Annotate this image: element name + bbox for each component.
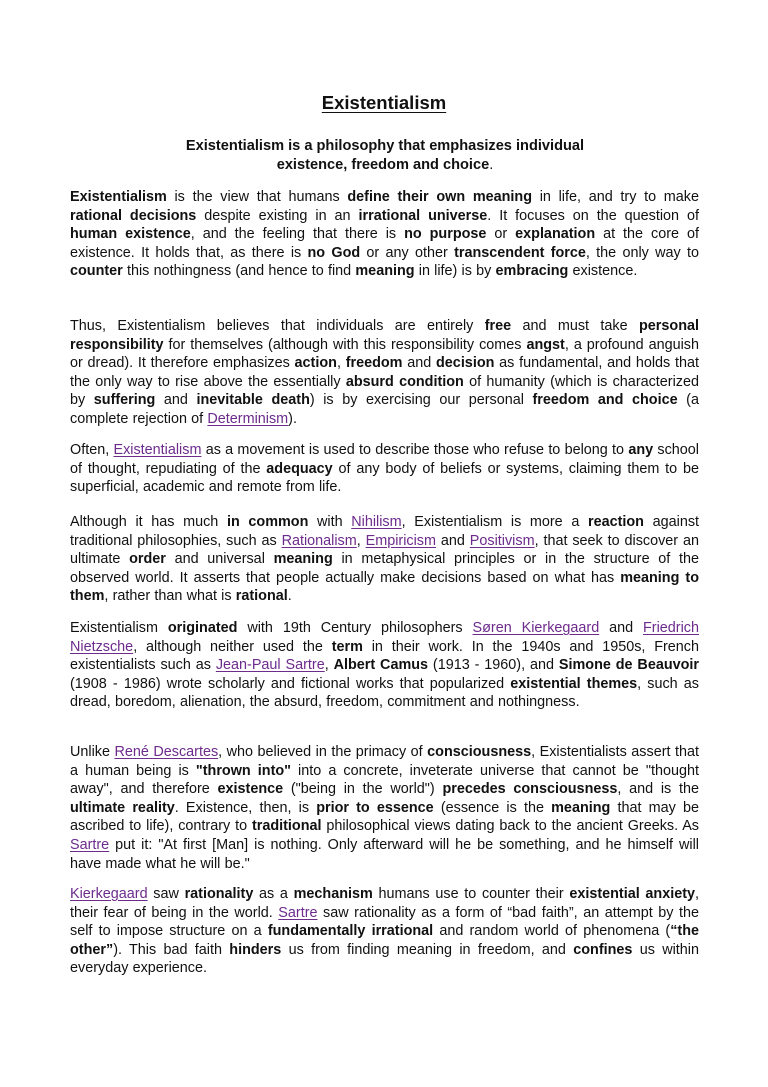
text-run: and: [599, 620, 644, 636]
bold-term: fundamentally irrational: [267, 923, 434, 940]
bold-term: existence: [217, 781, 284, 798]
paragraph-responsibility: [70, 317, 699, 429]
bold-term: counter: [70, 263, 123, 280]
bold-term: adequacy: [266, 460, 333, 477]
bold-term: traditional: [251, 818, 322, 835]
text-run: and random world of phenomena (: [433, 923, 671, 940]
bold-term: order: [129, 551, 166, 568]
text-run: as a movement is used to describe those who refuse to belong to: [201, 442, 629, 458]
link-sartre[interactable]: Sartre: [278, 904, 318, 921]
bold-term: meaning: [551, 799, 611, 816]
subtitle-freedom: freedom and choice: [351, 156, 490, 173]
bold-term: absurd condition: [345, 373, 464, 390]
text-run: with: [308, 514, 352, 530]
text-run: or: [486, 226, 516, 243]
text-run: Often,: [70, 442, 114, 458]
bold-term: term: [331, 638, 363, 655]
text-run: Existentialism: [70, 620, 168, 636]
bold-term: rational: [235, 588, 288, 605]
link-existentialism[interactable]: Existentialism: [113, 442, 202, 458]
text-run: , and is the: [617, 781, 699, 798]
bold-term: “the other”: [70, 923, 700, 958]
text-run: as fundamental, and holds that the only way to rise above the essentially: [70, 355, 699, 390]
subtitle-lead: Existentialism is a philosophy that emphasizes individual existence: [185, 138, 585, 173]
bold-term: Albert Camus: [333, 657, 429, 674]
text-run: that may be ascribed to life), contrary to: [70, 799, 699, 835]
text-run: against traditional philosophies, such as: [70, 514, 700, 549]
text-run: as a: [253, 886, 294, 902]
text-run: ,: [324, 657, 334, 674]
paragraph-origins: [70, 619, 699, 712]
bold-term: no God: [307, 244, 361, 261]
text-run: , such as dread, boredom, alienation, the absurd, freedom, commitment and nothingness.: [70, 675, 699, 711]
bold-term: consciousness: [427, 744, 532, 760]
bold-term: any: [628, 442, 654, 458]
text-run: existence.: [568, 263, 638, 280]
text-run: , the only way to: [585, 244, 699, 261]
text-run: Unlike: [70, 744, 115, 760]
bold-term: suffering: [93, 392, 156, 409]
text-run: , and the feeling that there is: [190, 226, 405, 243]
text-run: and: [436, 532, 470, 549]
text-run: in their work. In the 1940s and 1950s, French existentialists such as: [70, 638, 699, 674]
bold-term: freedom and choice: [532, 392, 678, 409]
document-title: Existentialism: [321, 92, 447, 113]
link-nihilism[interactable]: Nihilism: [351, 514, 402, 530]
text-run: despite existing in an: [196, 207, 359, 224]
text-run: , their fear of being in the world.: [70, 886, 699, 921]
text-run: .: [287, 588, 292, 605]
text-run: , rather than what is: [104, 588, 236, 605]
bold-term: meaning: [355, 263, 415, 280]
text-run: in metaphysical principles or in the structure of the observed world. It asserts that people actually make decisions based on what has: [70, 551, 699, 586]
link-friedrich-nietzsche[interactable]: Friedrich Nietzsche: [70, 620, 699, 655]
text-run: ,: [336, 355, 346, 372]
text-run: (a complete rejection of: [70, 392, 699, 427]
bold-term: personal responsibility: [70, 318, 699, 353]
bold-term: free: [484, 318, 512, 334]
text-run: saw: [147, 886, 185, 902]
text-run: Although it has much: [70, 514, 227, 530]
bold-term: transcendent force: [454, 244, 586, 261]
paragraph-descartes: [70, 743, 699, 873]
text-run: of humanity (which is characterized by: [70, 373, 699, 409]
text-run: , who believed in the primacy of: [218, 744, 428, 760]
text-run: and: [402, 355, 437, 372]
bold-term: freedom: [345, 355, 403, 372]
bold-term: "thrown into": [195, 762, 291, 779]
text-run: us from finding meaning in freedom, and: [281, 941, 574, 958]
text-run: ,: [356, 532, 366, 549]
document-subtitle: [150, 137, 620, 174]
bold-term: meaning: [273, 551, 333, 568]
text-run: Thus, Existentialism believes that individuals are entirely: [70, 318, 485, 334]
text-run: put it: "At first [Man] is nothing. Only afterward will he be something, and he himself will have made what he will be.": [70, 836, 699, 872]
bold-term: mechanism: [293, 886, 373, 902]
bold-term: ultimate reality: [70, 799, 175, 816]
subtitle-end: .: [489, 156, 494, 173]
text-run: at the core of existence. It holds that, as there is: [70, 226, 699, 261]
text-run: of any body of beliefs or systems, claiming them to be superficial, academic and remote from life.: [70, 460, 699, 496]
bold-term: rational decisions: [70, 207, 197, 224]
bold-term: meaning to them: [70, 569, 699, 605]
link-positivism[interactable]: Positivism: [469, 532, 535, 549]
text-run: , Existentialism is more a: [401, 514, 588, 530]
link-jean-paul-sartre[interactable]: Jean-Paul Sartre: [215, 657, 325, 674]
text-run: and: [155, 392, 197, 409]
text-run: and universal: [165, 551, 274, 568]
text-run: . It focuses on the question of: [487, 207, 700, 224]
paragraph-kierkegaard-sartre: [70, 885, 699, 978]
bold-term: Existentialism: [70, 189, 167, 205]
bold-term: existential anxiety: [569, 886, 695, 902]
text-run: in life) is by: [414, 263, 496, 280]
text-run: . Existence, then, is: [174, 799, 317, 816]
text-run: philosophical views dating back to the ancient Greeks. As: [321, 818, 699, 835]
text-run: this nothingness (and hence to find: [122, 263, 356, 280]
text-run: humans use to counter their: [372, 886, 570, 902]
bold-term: in common: [226, 514, 309, 530]
bold-term: no purpose: [404, 226, 487, 243]
bold-term: decision: [436, 355, 495, 372]
subtitle-sep: ,: [343, 156, 352, 173]
bold-term: define their own meaning: [347, 189, 532, 205]
bold-term: Simone de Beauvoir: [558, 657, 700, 674]
bold-term: rationality: [184, 886, 254, 902]
text-run: ("being in the world"): [283, 781, 443, 798]
bold-term: reaction: [587, 514, 644, 530]
link-kierkegaard[interactable]: Kierkegaard: [70, 886, 148, 902]
bold-term: explanation: [515, 226, 596, 243]
text-run: or any other: [360, 244, 455, 261]
paragraph-definition: [70, 188, 699, 281]
link-rationalism[interactable]: Rationalism: [281, 532, 357, 549]
text-run: and must take: [511, 318, 639, 334]
text-run: ).: [288, 410, 297, 427]
bold-term: hinders: [229, 941, 282, 958]
bold-term: irrational universe: [358, 207, 488, 224]
text-run: , Existentialists assert that a human being is: [70, 744, 699, 779]
link-sartre[interactable]: Sartre: [70, 836, 110, 853]
bold-term: action: [294, 355, 337, 372]
text-run: (1908 - 1986) wrote scholarly and fictional works that popularized: [70, 675, 511, 692]
bold-term: confines: [573, 941, 633, 958]
paragraph-movement: [70, 441, 699, 497]
text-run: (essence is the: [433, 799, 552, 816]
text-run: school of thought, repudiating of the: [70, 442, 700, 477]
text-run: with 19th Century philosophers: [237, 620, 473, 636]
bold-term: embracing: [495, 263, 569, 280]
text-run: , although neither used the: [133, 638, 332, 655]
text-run: ). This bad faith: [113, 941, 230, 958]
text-run: in life, and try to make: [532, 189, 699, 205]
link-empiricism[interactable]: Empiricism: [365, 532, 436, 549]
link-determinism[interactable]: Determinism: [207, 410, 289, 427]
bold-term: angst: [526, 336, 565, 353]
bold-term: human existence: [70, 226, 191, 243]
text-run: , a profound anguish or dread). It therefore emphasizes: [70, 336, 699, 372]
text-run: , that seek to discover an ultimate: [70, 532, 699, 568]
text-run: saw rationality as a form of “bad faith”, an attempt by the self to impose structure on a: [70, 904, 699, 940]
bold-term: precedes consciousness: [442, 781, 618, 798]
bold-term: inevitable death: [196, 392, 310, 409]
text-run: for themselves (although with this responsibility comes: [163, 336, 527, 353]
bold-term: prior to essence: [316, 799, 434, 816]
text-run: us within everyday experience.: [70, 941, 699, 977]
text-run: ) is by exercising our personal: [309, 392, 533, 409]
link-s-ren-kierkegaard[interactable]: Søren Kierkegaard: [472, 620, 600, 636]
bold-term: existential themes: [510, 675, 638, 692]
bold-term: originated: [167, 620, 238, 636]
link-ren-descartes[interactable]: René Descartes: [114, 744, 219, 760]
text-run: into a concrete, inveterate universe that cannot be "thought away", and therefore: [70, 762, 699, 798]
text-run: (1913 - 1960), and: [428, 657, 559, 674]
text-run: is the view that humans: [166, 189, 348, 205]
paragraph-reaction: [70, 513, 699, 606]
